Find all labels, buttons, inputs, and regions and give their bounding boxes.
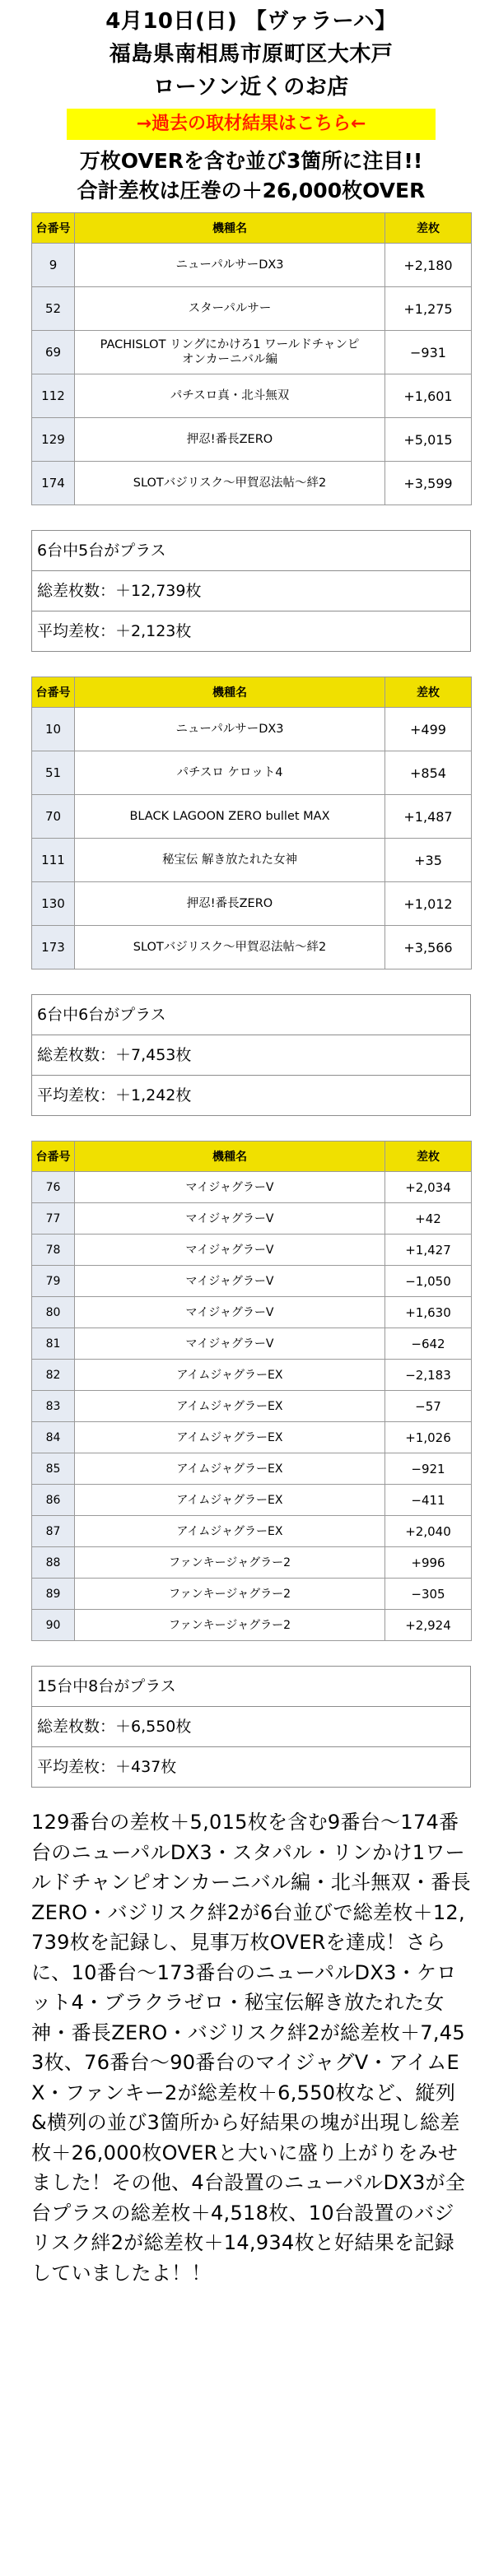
machine-number: 87: [32, 1516, 75, 1547]
machine-number: 112: [32, 374, 75, 418]
machine-number: 111: [32, 839, 75, 882]
coin-diff: +1,026: [385, 1422, 472, 1453]
coin-diff: −2,183: [385, 1360, 472, 1391]
article-body-text: 129番台の差枚＋5,015枚を含む9番台〜174番台のニューパルDX3・スタパル・リンかけ1ワールドチャンピオンカーニバル編・北斗無双・番長ZERO・バジリスク絆2が6台並びで総差枚＋12,739枚を記録し、見事万枚OVERを達成！さらに、10番台〜173番台のニューパルDX3・ケロット4・ブラクラゼロ・秘宝伝解き放たれた女神・番長ZERO・バジリスク絆2が総差枚＋7,453枚、76番台〜90番台のマイジャグV・アイムEX・ファンキー2が総差枚＋6,550枚など、縦列&横列の並び3箇所から好結果の塊が出現し総差枚＋26,000枚OVERと大いに盛り上がりをみせました！その他、4台設置のニューパルDX3が全台プラスの総差枚＋4,518枚、10台設置のバジリスク絆2が総差枚＋14,934枚と好結果を記録していましたよ！！: [31, 1811, 471, 2285]
table-row: [32, 1485, 472, 1516]
table-row: [32, 1579, 472, 1610]
machine-name: BLACK LAGOON ZERO bullet MAX: [75, 795, 385, 839]
coin-diff: −411: [385, 1485, 472, 1516]
machine-number: 51: [32, 751, 75, 795]
table-row: [32, 1547, 472, 1579]
headline-line-1: 万枚OVERを含む並び3箇所に注目!!: [79, 149, 423, 173]
table-row: [32, 1172, 472, 1203]
table-row: [32, 708, 472, 751]
coin-diff: +3,599: [385, 462, 472, 505]
machine-number: 130: [32, 882, 75, 926]
machine-number: 173: [32, 926, 75, 969]
machine-name: PACHISLOT リングにかけろ1 ワールドチャンピオンカーニバル編: [75, 331, 385, 374]
machine-number: 52: [32, 287, 75, 331]
table-row: [32, 1610, 472, 1641]
coin-diff: −642: [385, 1328, 472, 1360]
coin-diff: +3,566: [385, 926, 472, 969]
table-row: [32, 1235, 472, 1266]
table-row: [32, 374, 472, 418]
plus-count: 15台中8台がプラス: [32, 1667, 470, 1707]
machine-number: 88: [32, 1547, 75, 1579]
column-header-machine: 機種名: [75, 213, 385, 244]
average-diff: 平均差枚：＋437枚: [37, 1758, 177, 1776]
coin-diff: −1,050: [385, 1266, 472, 1297]
results-table-1: [31, 212, 472, 505]
coin-diff: −931: [385, 331, 472, 374]
summary-box-3: [31, 1666, 471, 1788]
table-header-row: [32, 677, 472, 708]
date-store-title: 4月10日(日) 【ヴァラーハ】: [105, 9, 397, 34]
machine-name: SLOTバジリスク〜甲賀忍法帖〜絆2: [75, 926, 385, 969]
machine-name: アイムジャグラーEX: [75, 1485, 385, 1516]
coin-diff: −305: [385, 1579, 472, 1610]
table-row: [32, 1422, 472, 1453]
machine-number: 129: [32, 418, 75, 462]
machine-name: スターパルサー: [75, 287, 385, 331]
machine-name: マイジャグラーV: [75, 1266, 385, 1297]
machine-number: 76: [32, 1172, 75, 1203]
table-row: [32, 1516, 472, 1547]
machine-number: 70: [32, 795, 75, 839]
column-header-number: 台番号: [32, 1142, 75, 1172]
machine-name: ニューパルサーDX3: [75, 244, 385, 287]
coin-diff: +5,015: [385, 418, 472, 462]
machine-name: アイムジャグラーEX: [75, 1516, 385, 1547]
table-header-row: [32, 1142, 472, 1172]
machine-number: 78: [32, 1235, 75, 1266]
machine-name: マイジャグラーV: [75, 1203, 385, 1235]
column-header-number: 台番号: [32, 677, 75, 708]
machine-name: アイムジャグラーEX: [75, 1453, 385, 1485]
machine-name: マイジャグラーV: [75, 1235, 385, 1266]
table-header-row: [32, 213, 472, 244]
table-row: [32, 882, 472, 926]
results-table-3: [31, 1141, 472, 1641]
summary-box-2: [31, 994, 471, 1116]
machine-name: マイジャグラーV: [75, 1328, 385, 1360]
machine-name: アイムジャグラーEX: [75, 1422, 385, 1453]
past-results-link[interactable]: →過去の取材結果はこちら←: [67, 109, 436, 140]
table-row: [32, 1453, 472, 1485]
machine-number: 79: [32, 1266, 75, 1297]
total-diff: 総差枚数：＋6,550枚: [32, 1707, 470, 1747]
table-row: [32, 331, 472, 374]
total-diff: 総差枚数：＋12,739枚: [32, 571, 470, 611]
coin-diff: +1,427: [385, 1235, 472, 1266]
coin-diff: +1,012: [385, 882, 472, 926]
coin-diff: +2,180: [385, 244, 472, 287]
table-row: [32, 1297, 472, 1328]
coin-diff: +854: [385, 751, 472, 795]
table-row: [32, 244, 472, 287]
table-row: [32, 1266, 472, 1297]
machine-number: 82: [32, 1360, 75, 1391]
coin-diff: +1,275: [385, 287, 472, 331]
machine-number: 174: [32, 462, 75, 505]
column-header-machine: 機種名: [75, 677, 385, 708]
column-header-diff: 差枚: [385, 1142, 472, 1172]
table-row: [32, 795, 472, 839]
machine-number: 85: [32, 1453, 75, 1485]
store-landmark: ローソン近くのお店: [153, 75, 349, 100]
column-header-diff: 差枚: [385, 677, 472, 708]
machine-number: 83: [32, 1391, 75, 1422]
machine-number: 10: [32, 708, 75, 751]
machine-number: 89: [32, 1579, 75, 1610]
column-header-number: 台番号: [32, 213, 75, 244]
coin-diff: +996: [385, 1547, 472, 1579]
column-header-diff: 差枚: [385, 213, 472, 244]
machine-number: 84: [32, 1422, 75, 1453]
machine-name: ニューパルサーDX3: [75, 708, 385, 751]
table-row: [32, 926, 472, 969]
machine-name: SLOTバジリスク〜甲賀忍法帖〜絆2: [75, 462, 385, 505]
table-row: [32, 1328, 472, 1360]
headline-line-2: 合計差枚は圧巻の＋26,000枚OVER: [77, 179, 426, 202]
machine-name: マイジャグラーV: [75, 1297, 385, 1328]
average-diff: 平均差枚：＋1,242枚: [37, 1086, 192, 1104]
machine-number: 69: [32, 331, 75, 374]
average-diff: 平均差枚：＋2,123枚: [37, 622, 192, 640]
machine-number: 77: [32, 1203, 75, 1235]
column-header-machine: 機種名: [75, 1142, 385, 1172]
machine-name: 押忍!番長ZERO: [75, 418, 385, 462]
store-address: 福島県南相馬市原町区大木戸: [109, 42, 394, 67]
coin-diff: +499: [385, 708, 472, 751]
total-diff: 総差枚数：＋7,453枚: [32, 1035, 470, 1076]
machine-number: 9: [32, 244, 75, 287]
coin-diff: +42: [385, 1203, 472, 1235]
machine-name: パチスロ真・北斗無双: [75, 374, 385, 418]
machine-number: 80: [32, 1297, 75, 1328]
machine-name: ファンキージャグラー2: [75, 1610, 385, 1641]
coin-diff: +2,040: [385, 1516, 472, 1547]
coin-diff: +1,601: [385, 374, 472, 418]
machine-name: ファンキージャグラー2: [75, 1579, 385, 1610]
table-row: [32, 418, 472, 462]
machine-name: ファンキージャグラー2: [75, 1547, 385, 1579]
table-row: [32, 1391, 472, 1422]
machine-number: 90: [32, 1610, 75, 1641]
coin-diff: +1,630: [385, 1297, 472, 1328]
machine-name: マイジャグラーV: [75, 1172, 385, 1203]
table-row: [32, 839, 472, 882]
table-row: [32, 751, 472, 795]
machine-name: 押忍!番長ZERO: [75, 882, 385, 926]
summary-box-1: [31, 530, 471, 652]
plus-count: 6台中6台がプラス: [32, 995, 470, 1035]
machine-name: 秘宝伝 解き放たれた女神: [75, 839, 385, 882]
coin-diff: −921: [385, 1453, 472, 1485]
coin-diff: +1,487: [385, 795, 472, 839]
coin-diff: +35: [385, 839, 472, 882]
article-header: [31, 0, 471, 206]
plus-count: 6台中5台がプラス: [32, 531, 470, 571]
machine-number: 86: [32, 1485, 75, 1516]
machine-name: アイムジャグラーEX: [75, 1360, 385, 1391]
table-row: [32, 287, 472, 331]
table-row: [32, 462, 472, 505]
coin-diff: −57: [385, 1391, 472, 1422]
machine-name: パチスロ ケロット4: [75, 751, 385, 795]
table-row: [32, 1360, 472, 1391]
coin-diff: +2,924: [385, 1610, 472, 1641]
table-row: [32, 1203, 472, 1235]
machine-number: 81: [32, 1328, 75, 1360]
machine-name: アイムジャグラーEX: [75, 1391, 385, 1422]
coin-diff: +2,034: [385, 1172, 472, 1203]
results-table-2: [31, 677, 472, 969]
